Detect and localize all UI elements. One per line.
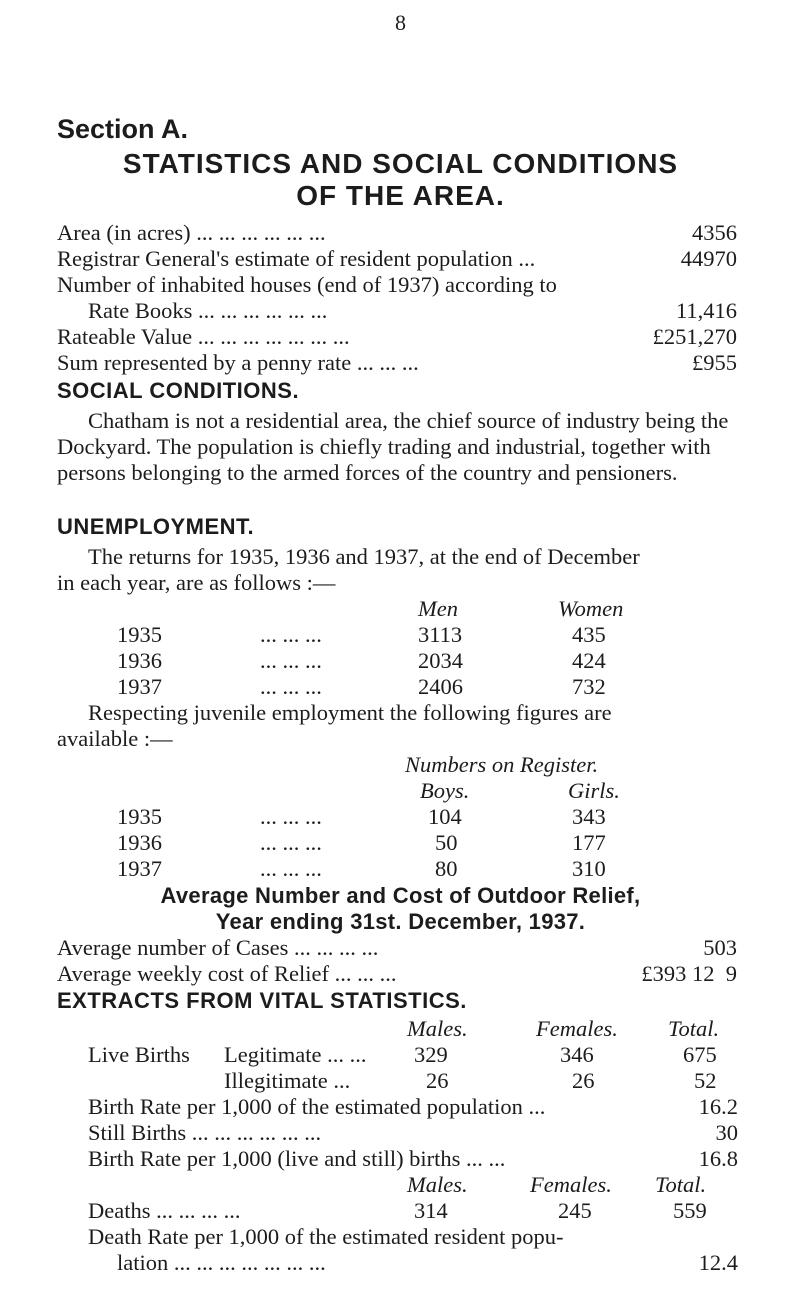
unemployment-heading: UNEMPLOYMENT. [57,514,255,539]
unemp-year-1935: 1935 [117,622,162,647]
relief-cases-label: Average number of Cases ... ... ... ... [57,935,379,960]
unemp-men-1935: 3113 [418,622,463,647]
unemp-dots-1936: ... ... ... [260,648,322,673]
unemployment-intro-line2: in each year, are as follows :— [57,570,336,595]
juv-boys-1937: 80 [435,856,458,881]
illegitimate-females: 26 [572,1068,595,1093]
deaths-females: 245 [558,1198,592,1223]
unemp-women-1936: 424 [572,648,606,673]
legitimate-label: Legitimate ... ... [224,1042,367,1067]
illegitimate-label: Illegitimate ... [224,1068,351,1093]
page-number: 8 [395,10,406,35]
vital-heading: EXTRACTS FROM VITAL STATISTICS. [57,988,467,1013]
social-heading: SOCIAL CONDITIONS. [57,378,300,403]
birth-rate-live-still-value: 16.8 [698,1146,738,1171]
unemployment-intro-line1: The returns for 1935, 1936 and 1937, at the end of December [88,544,640,569]
death-rate-label-line1: Death Rate per 1,000 of the estimated resident popu- [88,1224,564,1249]
col-boys-header: Boys. [420,778,470,803]
col-girls-header: Girls. [568,778,620,803]
juv-girls-1937: 310 [572,856,606,881]
area-label: Area (in acres) ... ... ... ... ... ... [57,220,326,245]
birth-rate-value: 16.2 [698,1094,738,1119]
juv-dots-1937: ... ... ... [260,856,322,881]
population-label: Registrar General's estimate of resident population ... [57,246,536,271]
population-value: 44970 [680,246,737,271]
legitimate-males: 329 [414,1042,448,1067]
still-births-label: Still Births ... ... ... ... ... ... [88,1120,322,1145]
deaths-total: 559 [673,1198,707,1223]
unemp-year-1937: 1937 [117,674,162,699]
area-value: 4356 [692,220,737,245]
main-heading-line1: STATISTICS AND SOCIAL CONDITIONS [122,148,679,179]
birth-rate-live-still-label: Birth Rate per 1,000 (live and still) births ... ... [88,1146,506,1171]
unemp-year-1936: 1936 [117,648,162,673]
live-births-label: Live Births [88,1042,190,1067]
juv-year-1937: 1937 [117,856,162,881]
penny-rate-value: £955 [692,350,737,375]
still-births-value: 30 [715,1120,738,1145]
juv-dots-1936: ... ... ... [260,830,322,855]
unemp-dots-1935: ... ... ... [260,622,322,647]
deaths-males: 314 [414,1198,448,1223]
relief-heading-line1: Average Number and Cost of Outdoor Relief, [160,883,641,908]
vital-col-males: Males. [407,1016,468,1041]
birth-rate-label: Birth Rate per 1,000 of the estimated population ... [88,1094,546,1119]
houses-value: 11,416 [675,298,737,323]
houses-label-line1: Number of inhabited houses (end of 1937) according to [57,272,557,297]
legitimate-females: 346 [560,1042,594,1067]
death-rate-value: 12.4 [698,1250,738,1275]
juv-year-1935: 1935 [117,804,162,829]
juv-girls-1936: 177 [572,830,606,855]
houses-label-line2: Rate Books ... ... ... ... ... ... [88,298,328,323]
relief-cost-value: £393 12 9 [641,961,737,986]
deaths-label: Deaths ... ... ... ... [88,1198,241,1223]
main-heading-line2: OF THE AREA. [296,180,505,211]
unemp-women-1935: 435 [572,622,606,647]
relief-cost-label: Average weekly cost of Relief ... ... ... [57,961,397,986]
col-women-header: Women [558,596,624,621]
vital-col-females: Females. [536,1016,618,1041]
penny-rate-label: Sum represented by a penny rate ... ... ... [57,350,419,375]
illegitimate-total: 52 [694,1068,717,1093]
deaths-col-total: Total. [655,1172,707,1197]
juvenile-intro-line2: available :— [57,726,173,751]
col-men-header: Men [418,596,458,621]
juv-girls-1935: 343 [572,804,606,829]
unemp-women-1937: 732 [572,674,606,699]
register-heading: Numbers on Register. [405,752,599,777]
juv-year-1936: 1936 [117,830,162,855]
juv-boys-1935: 104 [428,804,462,829]
unemp-men-1937: 2406 [418,674,463,699]
death-rate-label-line2: lation ... ... ... ... ... ... ... [117,1250,326,1275]
unemp-dots-1937: ... ... ... [260,674,322,699]
vital-col-total: Total. [668,1016,720,1041]
rateable-value: £251,270 [652,324,737,349]
relief-heading-line2: Year ending 31st. December, 1937. [215,909,586,934]
legitimate-total: 675 [683,1042,717,1067]
rateable-label: Rateable Value ... ... ... ... ... ... ... [57,324,350,349]
juv-boys-1936: 50 [435,830,458,855]
juv-dots-1935: ... ... ... [260,804,322,829]
deaths-col-females: Females. [530,1172,612,1197]
relief-cases-value: 503 [703,935,737,960]
unemp-men-1936: 2034 [418,648,463,673]
section-title: Section A. [57,114,189,144]
deaths-col-males: Males. [407,1172,468,1197]
illegitimate-males: 26 [426,1068,449,1093]
social-paragraph: Chatham is not a residential area, the chief source of industry being the Dockyard. The population is chiefly trading and industrial, together with persons belonging to the armed forces of the country and pensioners. [57,408,729,485]
juvenile-intro-line1: Respecting juvenile employment the following figures are [88,700,612,725]
